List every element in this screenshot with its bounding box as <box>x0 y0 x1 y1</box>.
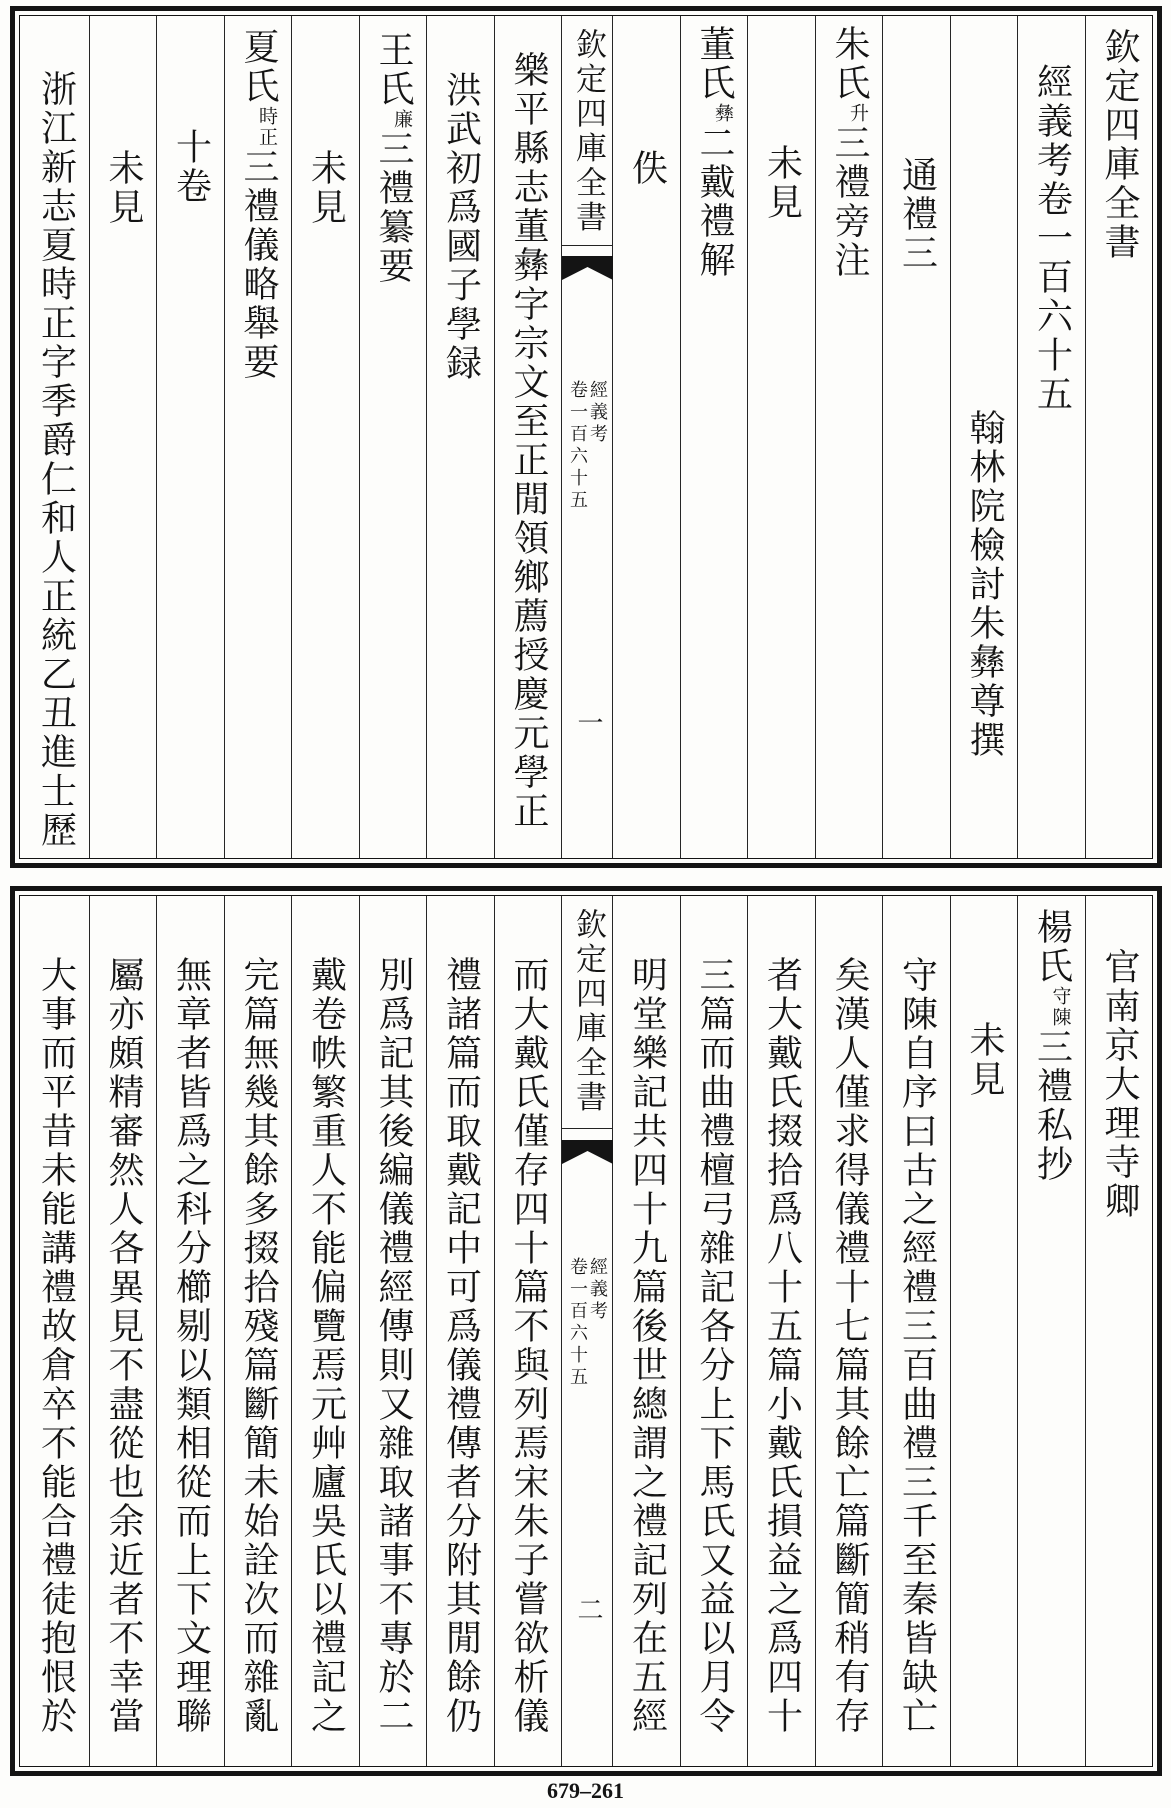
column <box>291 896 359 1766</box>
spine-book-info <box>567 1257 607 1389</box>
entry-status: 佚 <box>626 149 668 188</box>
fishtail-mark <box>562 256 613 282</box>
column <box>882 16 950 858</box>
column <box>1017 16 1085 858</box>
column <box>426 16 494 858</box>
entry-status: 未見 <box>103 149 144 227</box>
entry-heading <box>225 28 292 382</box>
entry-heading <box>1018 908 1085 1184</box>
volume-title: 經義考卷一百六十五 <box>1031 63 1073 414</box>
series-title: 欽定四庫全書 <box>1099 28 1140 262</box>
entry-note-line: 禮諸篇而取戴記中可爲儀禮傳者分附其閒餘仍 <box>440 956 482 1736</box>
entry-work-title: 三禮儀略舉要 <box>238 148 279 382</box>
column-grid <box>20 16 1152 858</box>
spine-book-name: 經義考 <box>587 380 608 446</box>
entry-note-line: 浙江新志夏時正字季爵仁和人正統乙丑進士歷 <box>35 70 77 850</box>
column <box>21 16 89 858</box>
page-number: 一 <box>573 709 603 738</box>
column <box>680 16 748 858</box>
fishtail-mark <box>562 1140 613 1166</box>
entry-note-line: 洪武初爲國子學録 <box>440 71 482 383</box>
spine-series-title: 欽定四庫全書 <box>570 908 606 1115</box>
column <box>21 896 89 1766</box>
column <box>224 896 292 1766</box>
center-spine <box>561 896 612 1766</box>
column <box>156 16 224 858</box>
entry-note-line: 矣漢人僅求得儀禮十七篇其餘亡篇斷簡稍有存 <box>829 956 870 1736</box>
entry-work-title: 二戴禮解 <box>694 124 735 280</box>
entry-note-line: 別爲記其後編儀禮經傳則又雜取諸事不專於二 <box>373 956 414 1736</box>
entry-note-line: 明堂樂記共四十九篇後世總謂之禮記列在五經 <box>626 956 668 1736</box>
entry-note-line: 守陳自序曰古之經禮三百曲禮三千至秦皆缺亡 <box>896 956 938 1736</box>
note-continuation: 官南京大理寺卿 <box>1099 948 1140 1221</box>
entry-heading <box>681 25 748 280</box>
page-code: 679–261 <box>547 1778 624 1803</box>
center-spine <box>561 16 612 858</box>
entry-note-line: 三篇而曲禮檀弓雜記各分上下馬氏又益以月令 <box>694 956 735 1736</box>
entry-note-line: 者大戴氏掇拾爲八十五篇小戴氏損益之爲四十 <box>761 956 803 1736</box>
entry-work-title: 三禮旁注 <box>829 124 870 280</box>
entry-status: 未見 <box>964 1021 1005 1099</box>
entry-surname: 朱氏 <box>829 25 870 103</box>
entry-author-name: 守陳 <box>1049 986 1072 1028</box>
column <box>815 896 883 1766</box>
column <box>494 896 562 1766</box>
lower-half-page <box>10 886 1162 1776</box>
spine-volume: 卷一百六十五 <box>567 380 588 512</box>
column <box>224 16 292 858</box>
spine-rule <box>562 245 612 246</box>
spine-series-title: 欽定四庫全書 <box>570 28 606 235</box>
entry-surname: 董氏 <box>694 25 735 103</box>
spine-book-name: 經義考 <box>587 1257 608 1323</box>
inner-frame <box>19 895 1153 1767</box>
entry-note-line: 樂平縣志董彝字宗文至正閒領鄉薦授慶元學正 <box>508 51 549 831</box>
entry-juan-count: 十卷 <box>170 128 212 206</box>
entry-author-name: 時正 <box>256 106 278 148</box>
compiler-byline: 翰林院檢討朱彝尊撰 <box>964 409 1005 760</box>
entry-note-line: 屬亦頗精審然人各異見不盡從也余近者不幸當 <box>103 956 144 1736</box>
column <box>494 16 562 858</box>
column <box>1085 16 1153 858</box>
entry-author-name: 廉 <box>391 109 413 130</box>
column <box>426 896 494 1766</box>
entry-work-title: 三禮私抄 <box>1031 1028 1073 1184</box>
column <box>815 16 883 858</box>
inner-frame <box>19 15 1153 859</box>
column <box>680 896 748 1766</box>
entry-note-line: 大事而平昔未能講禮故倉卒不能合禮徒抱恨於 <box>35 956 77 1736</box>
spine-volume: 卷一百六十五 <box>567 1257 588 1389</box>
entry-note-line: 完篇無幾其餘多掇拾殘篇斷簡未始詮次而雜亂 <box>238 956 279 1736</box>
entry-work-title: 三禮纂要 <box>373 130 414 286</box>
entry-note-line: 無章者皆爲之科分櫛剔以類相從而上下文理聯 <box>170 956 212 1736</box>
entry-note-line: 戴卷帙繁重人不能偏覽焉元艸廬吳氏以禮記之 <box>305 956 347 1736</box>
section-heading: 通禮三 <box>896 156 938 273</box>
column <box>359 16 427 858</box>
column <box>359 896 427 1766</box>
page-number: 二 <box>573 1596 603 1625</box>
spine-book-info <box>567 380 607 512</box>
entry-heading <box>360 31 427 286</box>
column <box>291 16 359 858</box>
entry-surname: 夏氏 <box>238 28 279 106</box>
entry-status: 未見 <box>305 149 347 227</box>
column-grid <box>20 896 1152 1766</box>
column <box>612 896 680 1766</box>
column <box>612 16 680 858</box>
column <box>1017 896 1085 1766</box>
column <box>747 16 815 858</box>
column <box>1085 896 1153 1766</box>
column <box>882 896 950 1766</box>
column <box>89 16 157 858</box>
column <box>950 16 1018 858</box>
entry-status: 未見 <box>761 144 803 222</box>
entry-author-name: 升 <box>847 103 869 124</box>
entry-note-line: 而大戴氏僅存四十篇不與列焉宋朱子嘗欲析儀 <box>508 956 549 1736</box>
spine-rule <box>562 1128 612 1129</box>
column <box>89 896 157 1766</box>
entry-author-name: 彝 <box>712 103 734 124</box>
column <box>950 896 1018 1766</box>
upper-half-page <box>10 6 1162 868</box>
entry-surname: 楊氏 <box>1031 908 1073 986</box>
entry-heading <box>816 25 883 280</box>
entry-surname: 王氏 <box>373 31 414 109</box>
column <box>156 896 224 1766</box>
column <box>747 896 815 1766</box>
